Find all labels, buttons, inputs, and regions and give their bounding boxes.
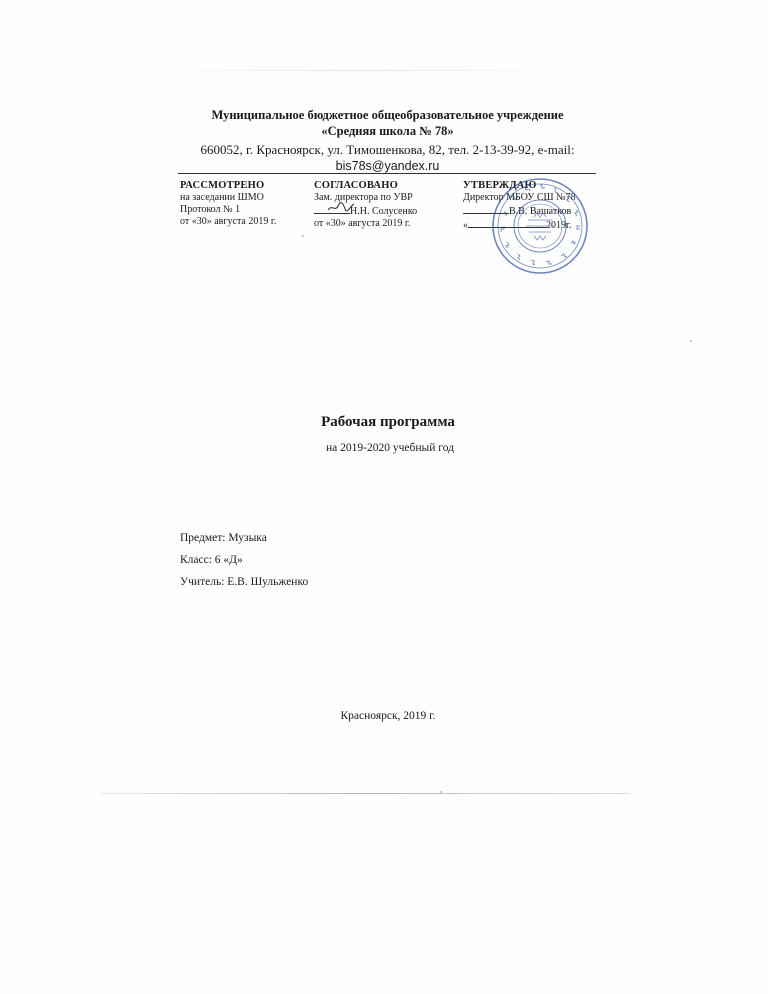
considered-protocol: Протокол № 1 xyxy=(180,204,241,215)
city-and-year: Красноярск, 2019 г. xyxy=(340,710,436,722)
class-line: Класс: 6 «Д» xyxy=(180,554,243,566)
agreed-heading: СОГЛАСОВАНО xyxy=(314,180,398,191)
agreed-date: от «30» августа 2019 г. xyxy=(314,218,411,229)
subject-line: Предмет: Музыка xyxy=(180,532,267,544)
approved-heading: УТВЕРЖДАЮ xyxy=(463,180,537,191)
document-title-block xyxy=(0,412,768,456)
considered-block xyxy=(180,180,300,228)
official-stamp xyxy=(490,176,590,276)
document-title: Рабочая программа xyxy=(321,414,455,430)
agreed-position: Зам. директора по УВР xyxy=(314,192,413,203)
scan-artifact-line xyxy=(150,70,570,71)
organization-name: Муниципальное бюджетное общеобразовательное учреждение xyxy=(211,108,564,122)
considered-date: от «30» августа 2019 г. xyxy=(180,216,277,227)
approved-signer-name: В.В. Вашатков xyxy=(509,206,572,217)
header-divider xyxy=(178,173,596,174)
school-name: «Средняя школа № 78» xyxy=(321,124,454,138)
approved-date-line: « 2019г. xyxy=(463,220,572,231)
academic-year: на 2019-2020 учебный год xyxy=(326,442,454,454)
teacher-line: Учитель: Е.В. Шульженко xyxy=(180,576,309,588)
scan-speck xyxy=(690,340,692,342)
scan-artifact-line-bottom xyxy=(100,793,630,794)
considered-heading: РАССМОТРЕНО xyxy=(180,180,265,191)
scan-speck xyxy=(302,235,304,237)
signature-scribble xyxy=(327,201,355,213)
approved-position: Директор МБОУ СШ №78 xyxy=(463,192,576,203)
school-address: 660052, г. Красноярск, ул. Тимошенкова, 82, тел. 2-13-39-92, e-mail: xyxy=(200,142,575,157)
subject-info xyxy=(180,530,308,596)
school-header xyxy=(160,107,615,174)
school-email: bis78s@yandex.ru xyxy=(335,159,440,173)
considered-meeting: на заседании ШМО xyxy=(180,192,264,203)
agreed-signer-name: Н.Н. Солусенко xyxy=(350,206,418,217)
scan-speck xyxy=(440,791,442,793)
